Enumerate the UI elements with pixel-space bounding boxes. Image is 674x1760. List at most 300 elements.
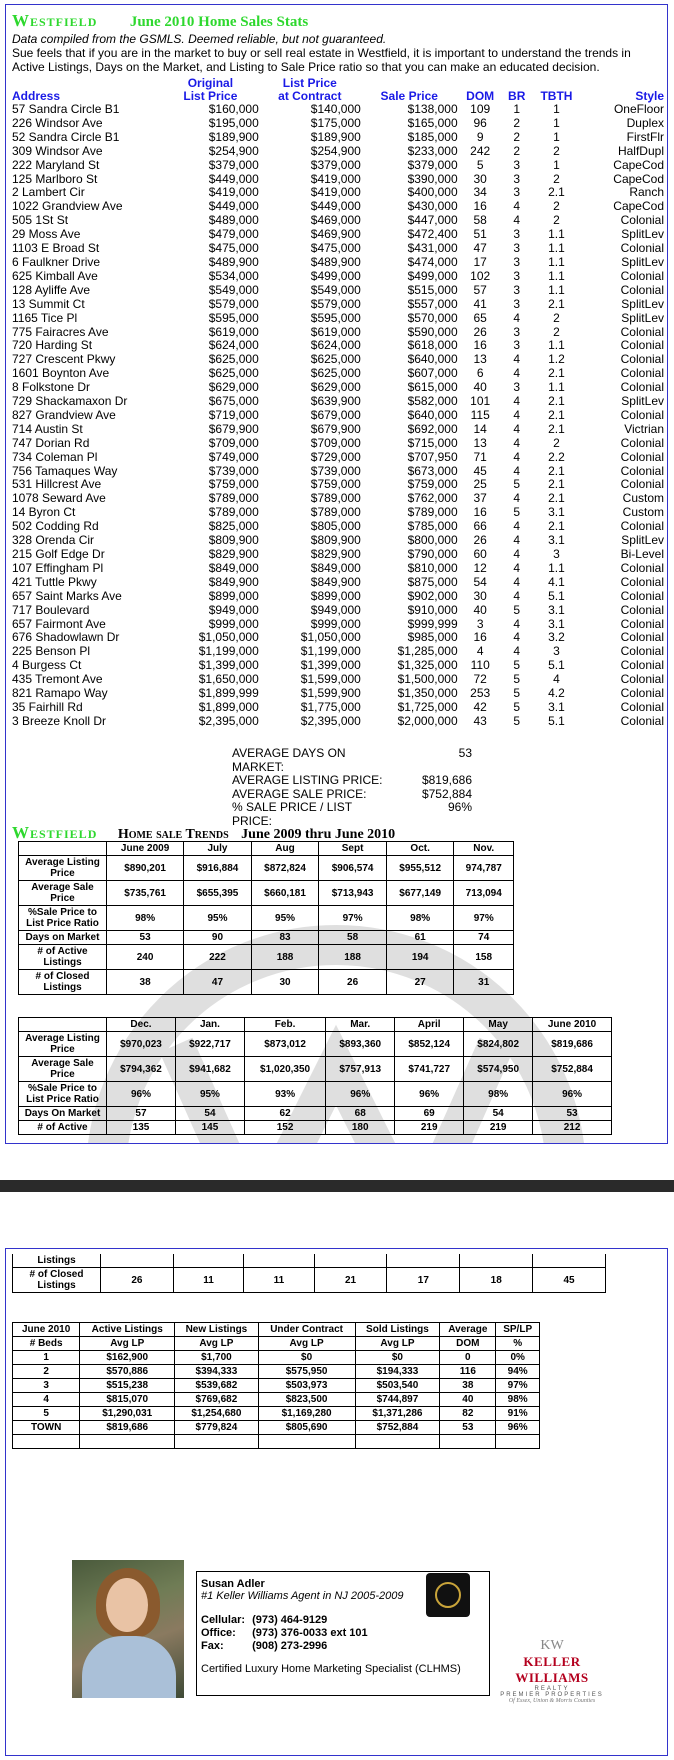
sales-row	[12, 131, 664, 145]
address-cell: 775 Fairacres Ave	[12, 324, 109, 339]
bedroom-breakdown-table	[12, 1322, 540, 1449]
source-note: Data compiled from the GSMLS. Deemed reliable, but not guaranteed.	[12, 32, 387, 46]
sales-row	[12, 353, 664, 367]
trend-row	[19, 970, 514, 995]
address-cell: 13 Summit Ct	[12, 296, 85, 311]
list-price-cell: $419,000	[208, 185, 259, 200]
tbth-cell: 1	[553, 157, 560, 172]
beds-value-cell: 53	[440, 1421, 496, 1435]
address-cell: 502 Codding Rd	[12, 519, 99, 534]
sale-price-cell: $762,000	[407, 491, 458, 506]
avg-label: AVERAGE DAYS ON MARKET:	[232, 746, 346, 774]
sale-price-cell: $138,000	[407, 102, 458, 116]
list-price-cell: $749,000	[208, 449, 259, 464]
list-price-cell: $789,000	[208, 505, 259, 520]
trend-row-label: Average Listing Price	[19, 856, 107, 881]
avg-row	[232, 788, 472, 802]
style-cell: Colonial	[620, 268, 664, 283]
sale-price-cell: $430,000	[407, 199, 458, 214]
address-cell: 657 Fairmont Ave	[12, 616, 106, 631]
sales-row	[12, 465, 664, 479]
trend-value: 68	[326, 1107, 395, 1121]
home-sales-table	[12, 77, 664, 729]
sale-price-cell: $910,000	[407, 602, 458, 617]
trend-value: 96%	[326, 1082, 395, 1107]
br-cell: 5	[513, 505, 521, 520]
dom-cell: 4	[476, 644, 484, 659]
col-header-contract-price: at Contract	[278, 89, 342, 103]
address-cell: 1165 Tice Pl	[12, 310, 78, 325]
contract-price-cell: $1,599,000	[300, 672, 361, 687]
trend-value: 188	[319, 945, 387, 970]
list-price-cell: $675,000	[208, 394, 259, 409]
sales-row	[12, 103, 664, 117]
address-cell: 1103 E Broad St	[12, 241, 100, 256]
address-cell: 435 Tremont Ave	[12, 672, 103, 687]
beds-value-cell: $503,973	[258, 1379, 355, 1393]
list-price-cell: $1,899,999	[198, 686, 259, 701]
sale-price-cell: $615,000	[407, 380, 458, 395]
page-separator	[0, 1180, 674, 1192]
contract-price-cell: $899,000	[310, 588, 361, 603]
sale-price-cell: $570,000	[407, 310, 458, 325]
address-cell: 29 Moss Ave	[12, 227, 81, 242]
list-price-cell: $160,000	[208, 102, 259, 116]
agent-name: Susan Adler	[201, 1578, 265, 1590]
trend-value: 98%	[464, 1082, 533, 1107]
trend-value: $916,884	[184, 856, 252, 881]
dom-cell: 66	[473, 519, 487, 534]
style-cell: SplitLev	[621, 394, 664, 409]
tbth-cell: 1.1	[548, 227, 565, 242]
address-cell: 225 Benson Pl	[12, 644, 91, 659]
contract-price-cell: $1,399,000	[300, 658, 361, 673]
list-price-cell: $1,650,000	[198, 672, 259, 687]
style-cell: Ranch	[629, 185, 664, 200]
trend-value: 74	[454, 931, 514, 945]
contract-price-cell: $579,000	[310, 296, 361, 311]
trend-value: 83	[251, 931, 319, 945]
contract-price-cell: $849,000	[310, 560, 361, 575]
br-cell: 3	[513, 338, 521, 353]
trend-value: 90	[184, 931, 252, 945]
style-cell: Colonial	[620, 463, 664, 478]
style-cell: Colonial	[620, 352, 664, 367]
address-cell: 52 Sandra Circle B1	[12, 129, 120, 144]
sales-row	[12, 145, 664, 159]
sale-price-cell: $1,500,000	[397, 672, 458, 687]
trend-row	[19, 1082, 612, 1107]
tbth-cell: 5.1	[548, 713, 565, 728]
trend-value: 53	[107, 931, 184, 945]
address-cell: 720 Harding St	[12, 338, 93, 353]
beds-col-subheader: Avg LP	[80, 1337, 175, 1351]
style-cell: FirstFlr	[626, 129, 664, 144]
beds-value-cell: 96%	[496, 1421, 540, 1435]
style-cell: Colonial	[620, 435, 664, 450]
style-cell: Colonial	[620, 338, 664, 353]
trend-value: $677,149	[386, 881, 454, 906]
trend-month-header: Oct.	[386, 842, 454, 856]
tbth-cell: 3.1	[548, 616, 565, 631]
dom-cell: 45	[473, 463, 487, 478]
br-cell: 2	[513, 115, 521, 130]
trend-month-header: Jan.	[175, 1018, 244, 1032]
beds-col-header: Under Contract	[258, 1323, 355, 1337]
br-cell: 4	[513, 421, 521, 436]
sale-price-cell: $789,000	[407, 505, 458, 520]
list-price-cell: $549,000	[208, 282, 259, 297]
trend-value: 222	[184, 945, 252, 970]
trend-value: $713,943	[319, 881, 387, 906]
trend-month-header: Feb.	[244, 1018, 325, 1032]
trend-value: 26	[319, 970, 387, 995]
report-title: June 2010 Home Sales Stats	[129, 14, 309, 30]
beds-empty-cell	[13, 1435, 80, 1449]
style-cell: Colonial	[620, 616, 664, 631]
beds-value-cell: 116	[440, 1365, 496, 1379]
sale-price-cell: $499,000	[407, 268, 458, 283]
beds-value-cell: $1,169,280	[258, 1407, 355, 1421]
dom-cell: 60	[473, 547, 487, 561]
trend-value: 188	[251, 945, 319, 970]
tbth-cell: 1.1	[548, 254, 565, 269]
contract-price-cell: $419,000	[310, 171, 361, 186]
beds-value-cell: 97%	[496, 1379, 540, 1393]
sale-price-cell: $1,350,000	[397, 686, 458, 701]
trend-value: $824,802	[464, 1032, 533, 1057]
sale-price-cell: $692,000	[407, 421, 458, 436]
address-cell: 14 Byron Ct	[12, 505, 76, 520]
address-cell: 226 Windsor Ave	[12, 115, 103, 130]
sale-price-cell: $607,000	[407, 366, 458, 381]
sales-row	[12, 673, 664, 687]
dom-cell: 13	[473, 435, 487, 450]
list-price-cell: $379,000	[208, 157, 259, 172]
trend-value: $794,362	[107, 1057, 176, 1082]
beds-row	[13, 1407, 540, 1421]
br-cell: 5	[513, 477, 521, 492]
dom-cell: 102	[470, 268, 491, 283]
contract-price-cell: $789,000	[310, 491, 361, 506]
beds-value-cell: $744,897	[355, 1393, 440, 1407]
westfield-logo-word: Westfield	[12, 11, 98, 30]
list-price-cell: $449,000	[208, 171, 259, 186]
avg-value: $752,884	[421, 786, 472, 801]
trend-value: 54	[175, 1107, 244, 1121]
sales-row	[12, 604, 664, 618]
trend-row	[19, 856, 514, 881]
col-header-style: Style	[635, 89, 664, 103]
trend-value: $757,913	[326, 1057, 395, 1082]
sales-row	[12, 478, 664, 492]
br-cell: 4	[513, 199, 521, 214]
br-cell: 3	[513, 241, 521, 256]
address-cell: 215 Golf Edge Dr	[12, 547, 105, 561]
trend-value: 30	[251, 970, 319, 995]
sale-price-cell: $515,000	[407, 282, 458, 297]
beds-value-cell: 94%	[496, 1365, 540, 1379]
tbth-cell: 2	[553, 171, 560, 186]
beds-count-cell: 4	[13, 1393, 80, 1407]
trend-value: 62	[244, 1107, 325, 1121]
style-cell: Colonial	[620, 407, 664, 422]
style-cell: Victrian	[624, 421, 664, 436]
trend-month-header: Nov.	[454, 842, 514, 856]
sales-row	[12, 701, 664, 715]
beds-value-cell: $570,886	[80, 1365, 175, 1379]
trend-row	[19, 1121, 612, 1135]
tbth-cell: 3.1	[548, 533, 565, 548]
contract-price-cell: $140,000	[310, 102, 361, 116]
sale-price-cell: $759,000	[407, 477, 458, 492]
beds-value-cell: $1,254,680	[175, 1407, 258, 1421]
dom-cell: 71	[473, 449, 487, 464]
trend-row-label: %Sale Price to List Price Ratio	[19, 1082, 107, 1107]
dom-cell: 253	[470, 686, 491, 701]
trend-value: 58	[319, 931, 387, 945]
tbth-cell: 2.1	[548, 296, 565, 311]
tbth-cell: 2	[553, 435, 560, 450]
style-cell: Colonial	[620, 560, 664, 575]
contract-price-cell: $759,000	[310, 477, 361, 492]
br-cell: 4	[513, 560, 521, 575]
address-cell: 1078 Seward Ave	[12, 491, 106, 506]
beds-value-cell: 82	[440, 1407, 496, 1421]
trend-value: $893,360	[326, 1032, 395, 1057]
trend-value: $941,682	[175, 1057, 244, 1082]
br-cell: 5	[513, 713, 521, 728]
beds-value-cell: $0	[258, 1351, 355, 1365]
sales-row	[12, 228, 664, 242]
agent-jacket	[82, 1636, 176, 1698]
tbth-cell: 2.1	[548, 519, 565, 534]
avg-label: AVERAGE SALE PRICE:	[232, 786, 367, 801]
sale-price-cell: $379,000	[407, 157, 458, 172]
beds-header-row	[13, 1323, 540, 1337]
br-cell: 5	[513, 658, 521, 673]
br-cell: 3	[513, 185, 521, 200]
trend-value: 57	[107, 1107, 176, 1121]
trend-value: 21	[314, 1268, 387, 1293]
style-cell: Colonial	[620, 658, 664, 673]
br-cell: 4	[513, 213, 521, 228]
trend-row	[19, 1032, 612, 1057]
beds-count-cell: 1	[13, 1351, 80, 1365]
beds-row	[13, 1351, 540, 1365]
list-price-cell: $829,900	[208, 547, 259, 561]
sales-row	[12, 270, 664, 284]
sales-row	[12, 715, 664, 729]
trend-value: 96%	[395, 1082, 464, 1107]
avg-value: 96%	[447, 800, 472, 814]
tbth-cell: 3	[553, 644, 560, 659]
contract-price-cell: $189,900	[310, 129, 361, 144]
dom-cell: 6	[476, 366, 484, 381]
tbth-cell: 1.1	[548, 241, 565, 256]
address-cell: 35 Fairhill Rd	[12, 699, 83, 714]
br-cell: 4	[513, 588, 521, 603]
beds-col-subheader: Avg LP	[175, 1337, 258, 1351]
trend-value: 18	[460, 1268, 533, 1293]
trend-value: 26	[101, 1268, 174, 1293]
contract-price-cell: $729,000	[310, 449, 361, 464]
contract-price-cell: $709,000	[310, 435, 361, 450]
list-price-cell: $489,000	[208, 213, 259, 228]
list-price-cell: $709,000	[208, 435, 259, 450]
dom-cell: 14	[473, 421, 487, 436]
beds-value-cell: 98%	[496, 1393, 540, 1407]
dom-cell: 242	[470, 143, 491, 158]
avg-value: $819,686	[421, 773, 472, 787]
br-cell: 5	[513, 686, 521, 701]
address-cell: 57 Sandra Circle B1	[12, 102, 120, 116]
sales-row	[12, 214, 664, 228]
address-cell: 717 Boulevard	[12, 602, 90, 617]
dom-cell: 40	[473, 380, 487, 395]
trend-row-label: Days On Market	[19, 1107, 107, 1121]
trend-value: $735,761	[107, 881, 184, 906]
br-cell: 1	[513, 102, 521, 116]
beds-col-subheader: DOM	[440, 1337, 496, 1351]
contract-price-cell: $379,000	[310, 157, 361, 172]
br-cell: 4	[513, 449, 521, 464]
list-price-cell: $475,000	[208, 241, 259, 256]
trend-value: 219	[395, 1121, 464, 1135]
list-price-cell: $1,050,000	[198, 630, 259, 645]
sales-row	[12, 339, 664, 353]
beds-col-header: Average	[440, 1323, 496, 1337]
beds-value-cell: $394,333	[175, 1365, 258, 1379]
trend-value: $922,717	[175, 1032, 244, 1057]
trend-value: 47	[184, 970, 252, 995]
tbth-cell: 2.1	[548, 477, 565, 492]
col-header-sale-price: Sale Price	[380, 89, 438, 103]
address-cell: 821 Ramapo Way	[12, 686, 108, 701]
style-cell: Colonial	[620, 241, 664, 256]
tbth-cell: 2.1	[548, 491, 565, 506]
list-price-cell: $759,000	[208, 477, 259, 492]
style-cell: Colonial	[620, 380, 664, 395]
contract-price-cell: $419,000	[310, 185, 361, 200]
trend-value: 974,787	[454, 856, 514, 881]
list-price-cell: $629,000	[208, 380, 259, 395]
list-price-cell: $625,000	[208, 352, 259, 367]
dom-cell: 109	[470, 102, 491, 116]
beds-empty-cell	[496, 1435, 540, 1449]
trend-value: 69	[395, 1107, 464, 1121]
dom-cell: 57	[473, 282, 487, 297]
sales-row	[12, 520, 664, 534]
sales-row	[12, 200, 664, 214]
style-cell: CapeCod	[613, 157, 664, 172]
sales-row	[12, 409, 664, 423]
list-price-cell: $739,000	[208, 463, 259, 478]
tbth-cell: 2.1	[548, 185, 565, 200]
beds-empty-cell	[258, 1435, 355, 1449]
phone-fax	[201, 1640, 485, 1653]
br-cell: 3	[513, 324, 521, 339]
trend-row	[13, 1268, 606, 1293]
trend-month-header: June 2010	[533, 1018, 612, 1032]
trend-header-row	[19, 842, 514, 856]
contract-price-cell: $829,900	[310, 547, 361, 561]
beds-empty-cell	[175, 1435, 258, 1449]
sale-price-cell: $810,000	[407, 560, 458, 575]
style-cell: Colonial	[620, 574, 664, 589]
address-cell: 328 Orenda Cir	[12, 533, 95, 548]
sales-row	[12, 159, 664, 173]
trend-value: $906,574	[319, 856, 387, 881]
sales-row	[12, 423, 664, 437]
trends-table-continued	[12, 1254, 606, 1293]
sales-row	[12, 506, 664, 520]
agent-face	[106, 1578, 148, 1632]
sale-price-cell: $785,000	[407, 519, 458, 534]
style-cell: SplitLev	[621, 533, 664, 548]
seal-ring	[435, 1582, 461, 1608]
tbth-cell: 1.1	[548, 282, 565, 297]
address-cell: 222 Maryland St	[12, 157, 100, 172]
beds-row	[13, 1379, 540, 1393]
dom-cell: 40	[473, 602, 487, 617]
dom-cell: 58	[473, 213, 487, 228]
sale-price-cell: $985,000	[407, 630, 458, 645]
list-price-cell: $1,199,000	[198, 644, 259, 659]
beds-value-cell: 40	[440, 1393, 496, 1407]
sale-price-cell: $1,285,000	[397, 644, 458, 659]
beds-col-header: New Listings	[175, 1323, 258, 1337]
list-price-cell: $189,900	[208, 129, 259, 144]
beds-value-cell: $819,686	[80, 1421, 175, 1435]
style-cell: Colonial	[620, 713, 664, 728]
style-cell: Colonial	[620, 644, 664, 659]
br-cell: 3	[513, 227, 521, 242]
contract-price-cell: $625,000	[310, 366, 361, 381]
trend-value: 96%	[533, 1082, 612, 1107]
address-cell: 734 Coleman Pl	[12, 449, 98, 464]
sale-price-cell: $640,000	[407, 407, 458, 422]
beds-count-cell: TOWN	[13, 1421, 80, 1435]
tbth-cell: 1.1	[548, 380, 565, 395]
contract-price-cell: $175,000	[310, 115, 361, 130]
trend-value: 31	[454, 970, 514, 995]
sales-row	[12, 395, 664, 409]
beds-value-cell: $1,371,286	[355, 1407, 440, 1421]
sale-price-cell: $557,000	[407, 296, 458, 311]
tbth-cell: 3	[553, 547, 560, 561]
contract-price-cell: $1,199,000	[300, 644, 361, 659]
sales-row	[12, 631, 664, 645]
sales-row	[12, 687, 664, 701]
address-cell: 128 Ayliffe Ave	[12, 282, 91, 297]
beds-value-cell: $515,238	[80, 1379, 175, 1393]
sale-price-cell: $472,400	[407, 227, 458, 242]
trend-value: $955,512	[386, 856, 454, 881]
avg-label: % SALE PRICE / LIST PRICE:	[232, 800, 352, 828]
phone-value: (973) 376-0033 ext 101	[252, 1627, 368, 1639]
trend-value: 95%	[184, 906, 252, 931]
style-cell: CapeCod	[613, 171, 664, 186]
address-cell: 531 Hillcrest Ave	[12, 477, 102, 492]
trend-month-header: May	[464, 1018, 533, 1032]
tbth-cell: 2.1	[548, 394, 565, 409]
agent-photo	[72, 1560, 184, 1698]
contract-price-cell: $949,000	[310, 602, 361, 617]
list-price-cell: $579,000	[208, 296, 259, 311]
style-cell: HalfDupl	[617, 143, 664, 158]
trend-value: 17	[387, 1268, 460, 1293]
